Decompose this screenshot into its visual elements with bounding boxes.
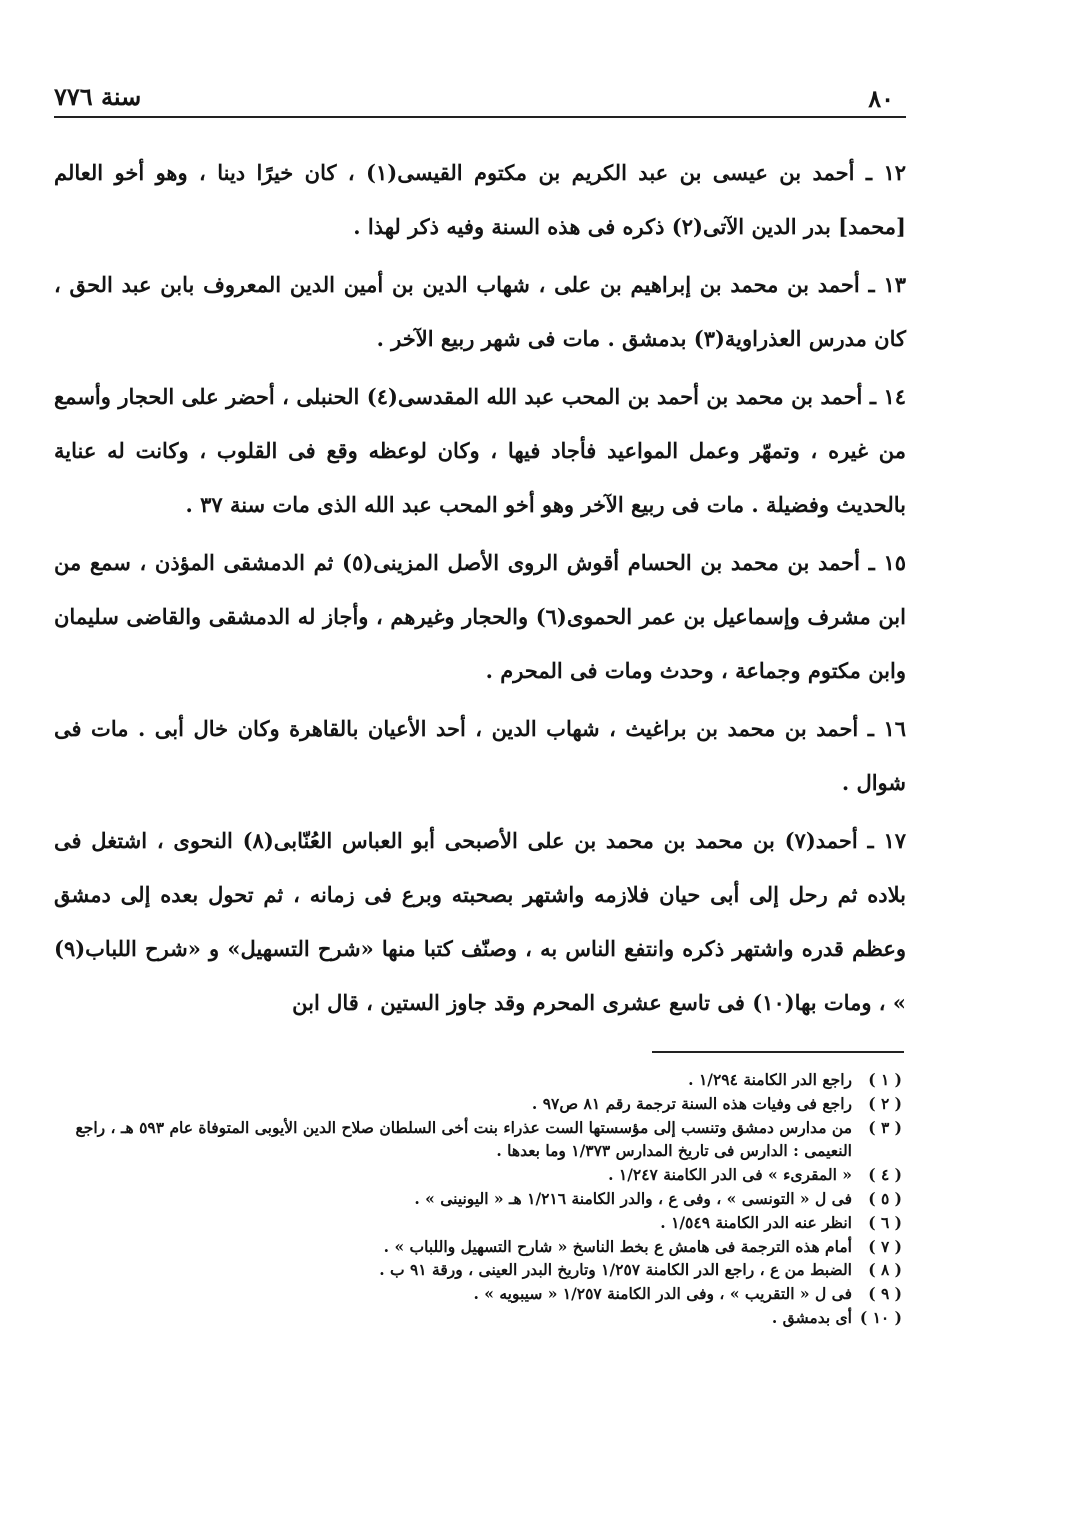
footnote-text: راجع فى وفيات هذه السنة ترجمة رقم ٨١ ص٩٧ . <box>531 1093 852 1113</box>
biography-entry-15: ١٥ ـ أحمد بن محمد بن الحسام أقوش الروى الأصل المزينى(٥) ثم الدمشقى المؤذن ، سمع من ابن مشرف وإسماعيل بن عمر الحموى(٦) والحجار وغيرهم ، وأجاز له الدمشقى والقاضى سليمان وابن مكتوم وجماعة ، وحدث ومات فى المحرم . <box>54 550 906 683</box>
biography-entry-17: ١٧ ـ أحمد(٧) بن محمد بن محمد بن على الأصبحى أبو العباس العُنّابى(٨) النحوى ، اشتغل فى بلاده ثم رحل إلى أبى حيان فلازمه واشتهر بصحبته وبرع فى زمانه ، ثم تحول بعده إلى دمشق وعظم قدره واشتهر ذكره وانتفع الناس به ، وصنّف كتبا منها «شرح التسهيل» و «شرح اللباب(٩) » ، ومات بها(١٠) فى تاسع عشرى المحرم وقد جاوز الستين ، قال ابن <box>54 828 906 1015</box>
footnote-number: ( ٢ ) <box>868 1093 902 1113</box>
biography-entry-12: ١٢ ـ أحمد بن عيسى بن عبد الكريم بن مكتوم القيسى(١) ، كان خيرًا دينا ، وهو أخو العالم [محمد] بدر الدين الآتى(٢) ذكره فى هذه السنة وفيه ذكر لهذا . <box>54 160 906 239</box>
running-head-year: سنة ٧٧٦ <box>54 82 142 111</box>
footnote-number: ( ٨ ) <box>868 1260 902 1280</box>
footnote-text: فى ل « التقريب » ، وفى الدر الكامنة ١/٢٥٧ « سيبويه » . <box>473 1284 852 1304</box>
footnote-number: ( ٩ ) <box>868 1284 902 1304</box>
footnote-text: « المقرىء » فى الدر الكامنة ١/٢٤٧ . <box>608 1165 852 1185</box>
footnote-text: أمام هذه الترجمة فى هامش ع بخط الناسخ « شارح التسهيل واللباب » . <box>383 1236 852 1256</box>
footnote-number: ( ٤ ) <box>868 1165 902 1185</box>
footnote-text: فى ل « التونسى » ، وفى ع ، والدر الكامنة ١/٢١٦ هـ « اليونينى » . <box>414 1188 852 1208</box>
footnote <box>40 1258 902 1282</box>
footnote-separator <box>652 1051 904 1053</box>
footnote-text: راجع الدر الكامنة ١/٢٩٤ . <box>688 1070 852 1089</box>
footnote <box>40 1092 902 1116</box>
main-text <box>54 146 906 1034</box>
footnote <box>40 1116 902 1164</box>
footnote <box>40 1306 902 1330</box>
footnote-number: ( ١٠ ) <box>859 1307 902 1327</box>
footnote-number: ( ٦ ) <box>868 1212 902 1232</box>
footnote <box>40 1068 902 1092</box>
footnote-number: ( ٧ ) <box>868 1236 902 1256</box>
footnote-text: انظر عنه الدر الكامنة ١/٥٤٩ . <box>660 1212 852 1232</box>
page-number: ٨٠ <box>868 84 894 113</box>
biography-entry-16: ١٦ ـ أحمد بن محمد بن براغيث ، شهاب الدين ، أحد الأعيان بالقاهرة وكان خال أبى . مات فى شوال . <box>54 716 906 795</box>
footnote-number: ( ٥ ) <box>868 1188 902 1208</box>
footnote-text: من مدارس دمشق وتنسب إلى مؤسستها الست عذراء بنت أخى السلطان صلاح الدين الأيوبى المتوفاة عام ٥٩٣ هـ ، راجع النعيمى : الدارس فى تاريخ المدارس ١/٣٧٣ وما بعدها . <box>75 1117 852 1161</box>
footnote-number: ( ١ ) <box>868 1070 902 1089</box>
footnote <box>40 1187 902 1211</box>
biography-entry-13: ١٣ ـ أحمد بن محمد بن إبراهيم بن على ، شهاب الدين بن أمين الدين المعروف بابن عبد الحق ، كان مدرس العذراوية(٣) بدمشق . مات فى شهر ربيع الآخر . <box>54 272 906 351</box>
footnote <box>40 1282 902 1306</box>
footnote-number: ( ٣ ) <box>868 1117 902 1137</box>
footnote <box>40 1211 902 1235</box>
footnotes <box>40 1068 902 1330</box>
footnote <box>40 1163 902 1187</box>
page-header <box>54 82 906 118</box>
footnote-text: الضبط من ع ، راجع الدر الكامنة ١/٢٥٧ وتاريخ البدر العينى ، ورقة ٩١ ب . <box>379 1260 852 1280</box>
footnote-text: أى بدمشق . <box>771 1307 852 1327</box>
biography-entry-14: ١٤ ـ أحمد بن محمد بن أحمد بن المحب عبد الله المقدسى(٤) الحنبلى ، أحضر على الحجار وأسمع من غيره ، وتمهّر وعمل المواعيد فأجاد فيها ، وكان لوعظه وقع فى القلوب ، وكانت له عناية بالحديث وفضيلة . مات فى ربيع الآخر وهو أخو المحب عبد الله الذى مات سنة ٣٧ . <box>54 384 906 517</box>
footnote <box>40 1235 902 1259</box>
